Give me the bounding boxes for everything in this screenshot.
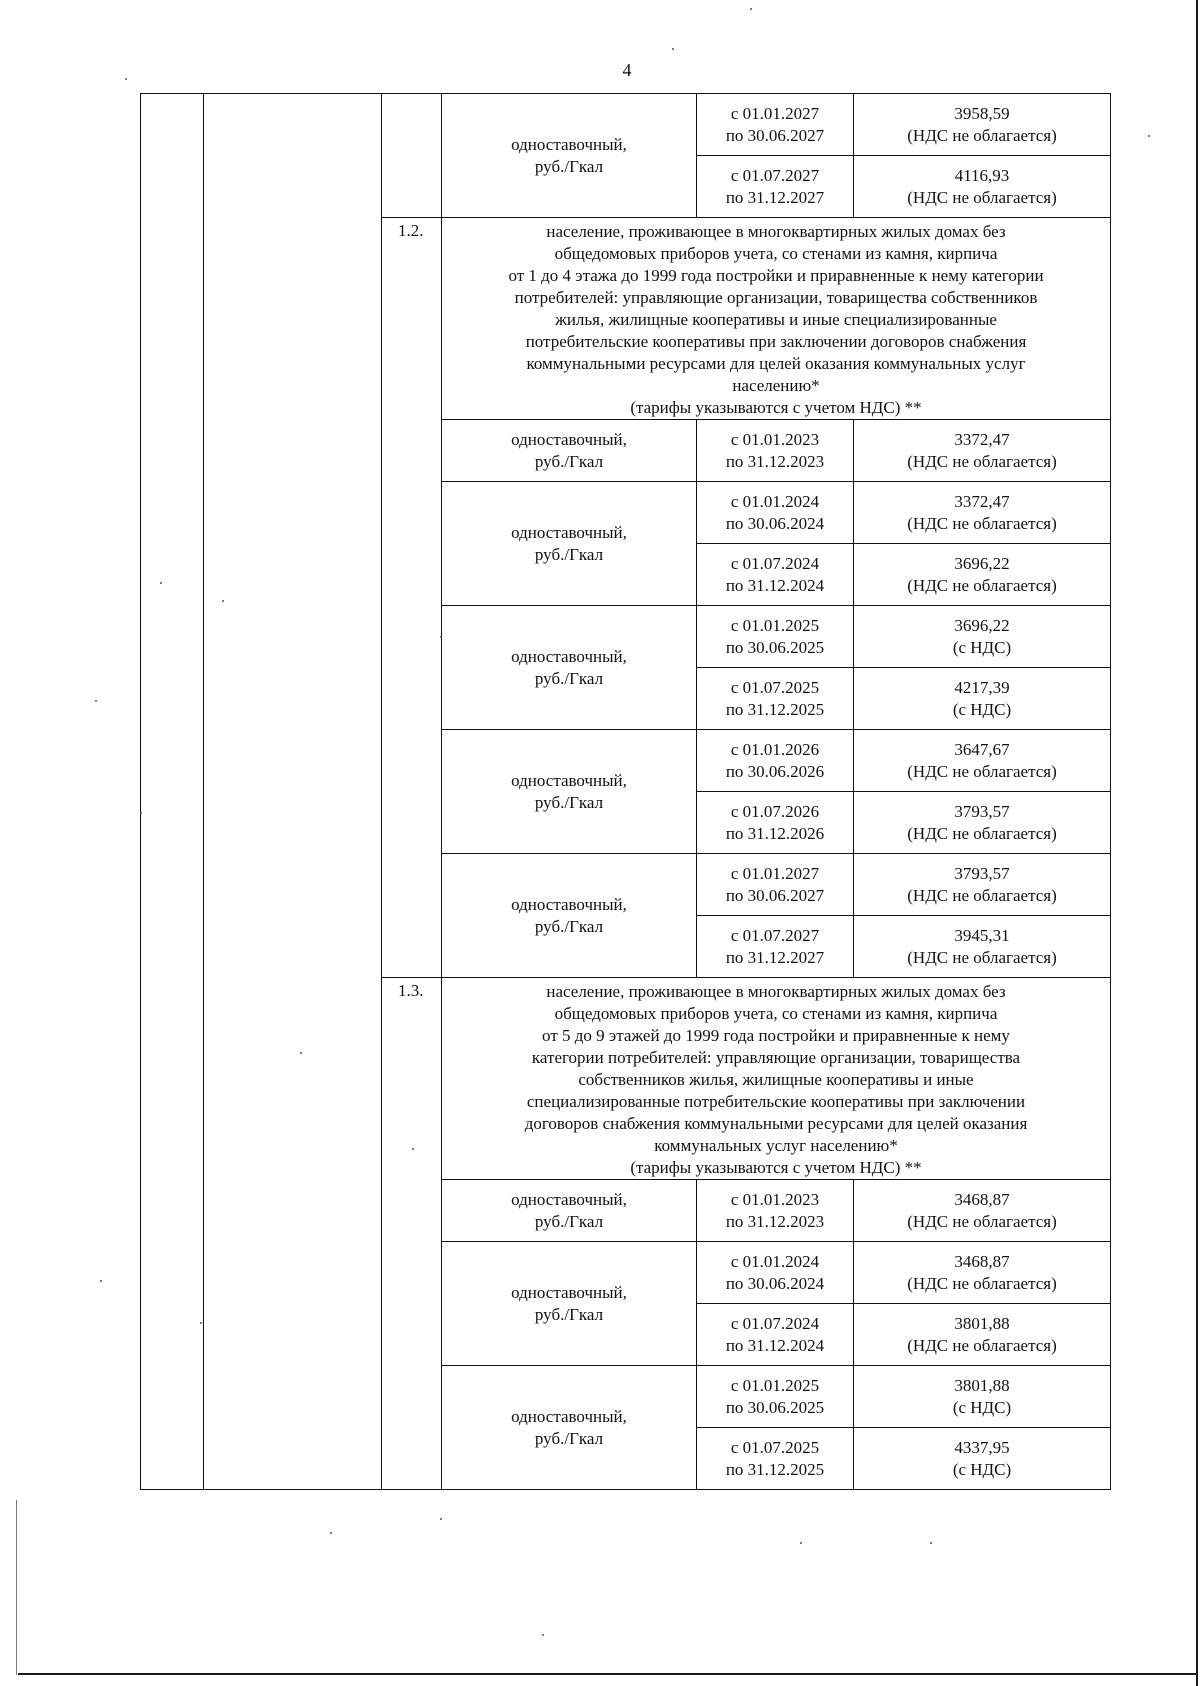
period-text: с 01.01.2025 — [730, 1375, 820, 1395]
tariff-type-text: руб./Гкал — [534, 1428, 604, 1448]
blank-column-2 — [204, 94, 382, 1490]
tariff-type-text: одноставочный, — [511, 894, 627, 914]
period-cell — [697, 668, 854, 730]
description-line: (тарифы указываются с учетом НДС) ** — [630, 397, 922, 417]
description-line: коммунальных услуг населению* — [654, 1135, 898, 1155]
period-text: по 31.12.2026 — [725, 823, 825, 843]
value-cell — [854, 1428, 1111, 1490]
description-line: потребительские кооперативы при заключении договоров снабжения — [525, 331, 1027, 351]
tariff-type-text: одноставочный, — [511, 522, 627, 542]
period-text: по 31.12.2025 — [725, 1459, 825, 1479]
tariff-value-text: (НДС не облагается) — [907, 947, 1057, 967]
section-number: 1.2. — [382, 218, 442, 978]
blank-number-cell — [382, 94, 442, 218]
value-cell — [854, 544, 1111, 606]
period-text: по 31.12.2025 — [725, 699, 825, 719]
period-text: по 31.12.2024 — [725, 575, 825, 595]
tariff-value-text: 3372,47 — [954, 429, 1010, 449]
section-description — [442, 218, 1111, 420]
value-cell — [854, 1242, 1111, 1304]
scan-speck — [330, 1532, 332, 1534]
tariff-type-text: одноставочный, — [511, 134, 627, 154]
tariff-value-text: 3696,22 — [954, 553, 1010, 573]
scan-speck — [440, 636, 442, 638]
scan-speck — [160, 582, 162, 584]
period-text: с 01.07.2025 — [730, 1437, 820, 1457]
period-cell — [697, 1304, 854, 1366]
period-text: по 31.12.2023 — [725, 1211, 825, 1231]
value-cell — [854, 854, 1111, 916]
tariff-value-text: 3801,88 — [954, 1313, 1010, 1333]
period-cell — [697, 916, 854, 978]
tariff-type-text: одноставочный, — [511, 770, 627, 790]
value-cell — [854, 482, 1111, 544]
tariff-type-cell — [442, 1180, 697, 1242]
scan-speck — [300, 1052, 302, 1054]
tariff-value-text: (НДС не облагается) — [907, 885, 1057, 905]
period-text: с 01.01.2024 — [730, 1251, 820, 1271]
period-cell — [697, 1180, 854, 1242]
description-line: договоров снабжения коммунальными ресурсами для целей оказания — [524, 1113, 1028, 1133]
period-text: с 01.01.2026 — [730, 739, 820, 759]
tariff-type-cell — [442, 854, 697, 978]
tariff-value-text: 3793,57 — [954, 801, 1010, 821]
period-text: с 01.07.2024 — [730, 1313, 820, 1333]
period-text: с 01.07.2026 — [730, 801, 820, 821]
period-text: с 01.07.2027 — [730, 165, 820, 185]
tariff-type-text: руб./Гкал — [534, 1304, 604, 1324]
period-cell — [697, 156, 854, 218]
tariff-value-text: 3801,88 — [954, 1375, 1010, 1395]
scan-speck — [140, 812, 142, 814]
tariff-type-text: руб./Гкал — [534, 544, 604, 564]
tariff-value-text: 3945,31 — [954, 925, 1010, 945]
period-cell — [697, 544, 854, 606]
description-line: населению* — [732, 375, 820, 395]
tariff-value-text: 3958,59 — [954, 103, 1010, 123]
blank-column-1 — [141, 94, 204, 1490]
scan-speck — [542, 1634, 544, 1636]
description-line: население, проживающее в многоквартирных жилых домах без — [546, 981, 1006, 1001]
description-line: специализированные потребительские кооперативы при заключении — [526, 1091, 1026, 1111]
period-text: по 30.06.2025 — [725, 637, 825, 657]
period-text: по 30.06.2026 — [725, 761, 825, 781]
value-cell — [854, 1304, 1111, 1366]
section-description — [442, 978, 1111, 1180]
tariff-value-text: 3696,22 — [954, 615, 1010, 635]
period-cell — [697, 1242, 854, 1304]
value-cell — [854, 668, 1111, 730]
period-cell — [697, 1366, 854, 1428]
tariff-type-cell — [442, 730, 697, 854]
tariff-value-text: 4217,39 — [954, 677, 1010, 697]
tariff-value-text: (НДС не облагается) — [907, 823, 1057, 843]
period-text: с 01.01.2025 — [730, 615, 820, 635]
tariff-type-text: руб./Гкал — [534, 451, 604, 471]
period-cell — [697, 420, 854, 482]
tariff-value-text: (с НДС) — [952, 1397, 1012, 1417]
tariff-value-text: 3468,87 — [954, 1189, 1010, 1209]
tariff-type-cell — [442, 1366, 697, 1490]
value-cell — [854, 156, 1111, 218]
period-cell — [697, 792, 854, 854]
description-line: жилья, жилищные кооперативы и иные специализированные — [555, 309, 997, 329]
period-text: с 01.01.2024 — [730, 491, 820, 511]
value-cell — [854, 730, 1111, 792]
period-text: с 01.07.2024 — [730, 553, 820, 573]
tariff-value-text: (НДС не облагается) — [907, 1273, 1057, 1293]
scan-speck — [95, 700, 97, 702]
tariff-type-text: одноставочный, — [511, 1406, 627, 1426]
tariff-type-text: руб./Гкал — [534, 792, 604, 812]
tariff-value-text: 3372,47 — [954, 491, 1010, 511]
scan-edge-right — [1196, 0, 1198, 1686]
scan-speck — [1148, 135, 1150, 137]
tariff-value-text: (с НДС) — [952, 699, 1012, 719]
period-cell — [697, 730, 854, 792]
scan-speck — [100, 1280, 102, 1282]
value-cell — [854, 792, 1111, 854]
period-text: по 30.06.2027 — [725, 125, 825, 145]
tariff-type-cell — [442, 94, 697, 218]
scan-speck — [750, 8, 752, 10]
tariff-value-text: (НДС не облагается) — [907, 513, 1057, 533]
tariff-value-text: 4337,95 — [954, 1437, 1010, 1457]
scan-speck — [222, 600, 224, 602]
period-cell — [697, 1428, 854, 1490]
description-line: население, проживающее в многоквартирных жилых домах без — [546, 221, 1006, 241]
scan-speck — [930, 1542, 932, 1544]
period-text: с 01.01.2023 — [730, 429, 820, 449]
scan-speck — [800, 1542, 802, 1544]
tariff-value-text: 3647,67 — [954, 739, 1010, 759]
period-text: по 30.06.2024 — [725, 513, 825, 533]
value-cell — [854, 94, 1111, 156]
description-line: коммунальными ресурсами для целей оказания коммунальных услуг — [526, 353, 1026, 373]
tariff-value-text: (НДС не облагается) — [907, 125, 1057, 145]
period-text: с 01.01.2027 — [730, 103, 820, 123]
value-cell — [854, 1180, 1111, 1242]
section-number: 1.3. — [382, 978, 442, 1490]
scan-speck — [440, 1518, 442, 1520]
value-cell — [854, 420, 1111, 482]
tariff-table — [140, 93, 1111, 1490]
period-text: с 01.07.2027 — [730, 925, 820, 945]
tariff-type-cell — [442, 1242, 697, 1366]
tariff-value-text: 4116,93 — [954, 165, 1010, 185]
period-cell — [697, 482, 854, 544]
tariff-value-text: (с НДС) — [952, 637, 1012, 657]
period-text: с 01.01.2027 — [730, 863, 820, 883]
period-cell — [697, 854, 854, 916]
description-line: общедомовых приборов учета, со стенами из камня, кирпича — [554, 243, 998, 263]
tariff-type-text: одноставочный, — [511, 429, 627, 449]
value-cell — [854, 606, 1111, 668]
tariff-value-text: (НДС не облагается) — [907, 1211, 1057, 1231]
period-text: по 31.12.2027 — [725, 947, 825, 967]
tariff-type-text: руб./Гкал — [534, 156, 604, 176]
tariff-value-text: (НДС не облагается) — [907, 187, 1057, 207]
description-line: общедомовых приборов учета, со стенами из камня, кирпича — [554, 1003, 998, 1023]
tariff-value-text: (с НДС) — [952, 1459, 1012, 1479]
tariff-type-cell — [442, 606, 697, 730]
period-text: с 01.07.2025 — [730, 677, 820, 697]
tariff-type-text: руб./Гкал — [534, 668, 604, 688]
scan-speck — [125, 78, 127, 80]
tariff-type-text: руб./Гкал — [534, 1211, 604, 1231]
tariff-value-text: (НДС не облагается) — [907, 451, 1057, 471]
scan-speck — [672, 48, 674, 50]
period-text: по 30.06.2024 — [725, 1273, 825, 1293]
tariff-value-text: (НДС не облагается) — [907, 575, 1057, 595]
description-line: категории потребителей: управляющие организации, товарищества — [531, 1047, 1021, 1067]
page-number: 4 — [622, 60, 632, 80]
description-line: от 5 до 9 этажей до 1999 года постройки и приравненные к нему — [542, 1025, 1010, 1045]
period-text: по 31.12.2023 — [725, 451, 825, 471]
scan-speck — [200, 1322, 202, 1324]
period-text: по 31.12.2027 — [725, 187, 825, 207]
description-line: от 1 до 4 этажа до 1999 года постройки и приравненные к нему категории — [508, 265, 1044, 285]
tariff-type-text: одноставочный, — [511, 1189, 627, 1209]
value-cell — [854, 1366, 1111, 1428]
scan-edge-left — [16, 1500, 17, 1675]
period-text: по 30.06.2025 — [725, 1397, 825, 1417]
tariff-type-text: одноставочный, — [511, 1282, 627, 1302]
tariff-value-text: (НДС не облагается) — [907, 761, 1057, 781]
scan-edge-bottom — [18, 1673, 1198, 1675]
description-line: потребителей: управляющие организации, товарищества собственников — [514, 287, 1038, 307]
period-text: по 31.12.2024 — [725, 1335, 825, 1355]
period-cell — [697, 94, 854, 156]
period-cell — [697, 606, 854, 668]
tariff-value-text: 3468,87 — [954, 1251, 1010, 1271]
tariff-type-cell — [442, 420, 697, 482]
description-line: собственников жилья, жилищные кооперативы и иные — [578, 1069, 974, 1089]
tariff-type-cell — [442, 482, 697, 606]
period-text: с 01.01.2023 — [730, 1189, 820, 1209]
tariff-type-text: руб./Гкал — [534, 916, 604, 936]
tariff-value-text: 3793,57 — [954, 863, 1010, 883]
scan-speck — [412, 1148, 414, 1150]
description-line: (тарифы указываются с учетом НДС) ** — [630, 1157, 922, 1177]
table-row — [141, 94, 1111, 156]
period-text: по 30.06.2027 — [725, 885, 825, 905]
tariff-type-text: одноставочный, — [511, 646, 627, 666]
tariff-value-text: (НДС не облагается) — [907, 1335, 1057, 1355]
value-cell — [854, 916, 1111, 978]
